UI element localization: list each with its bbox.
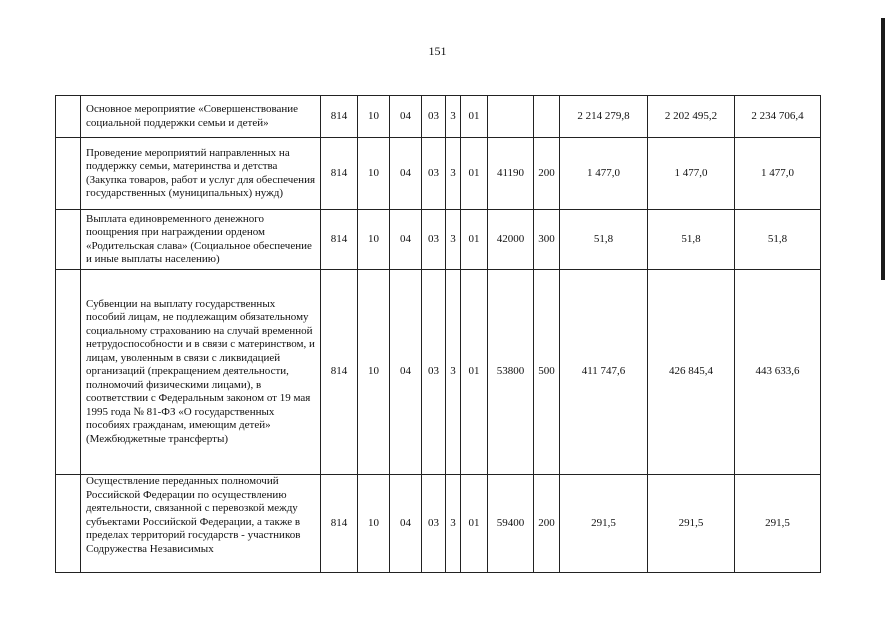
- ministry-code: 814: [321, 210, 358, 270]
- blank-cell: [56, 475, 81, 573]
- program-code: 03: [422, 475, 446, 573]
- subsection-code: 04: [390, 96, 422, 138]
- row-name: Основное мероприятие «Совершенствование социальной поддержки семьи и детей»: [81, 96, 321, 138]
- activity-code: 01: [461, 270, 488, 475]
- expense-type-code: 200: [534, 475, 560, 573]
- program-code: 03: [422, 138, 446, 210]
- amount-year1: 411 747,6: [560, 270, 648, 475]
- amount-year3: 1 477,0: [735, 138, 821, 210]
- activity-code: 01: [461, 210, 488, 270]
- blank-cell: [56, 138, 81, 210]
- subprogram-code: 3: [446, 475, 461, 573]
- direction-code: 53800: [488, 270, 534, 475]
- activity-code: 01: [461, 96, 488, 138]
- page-number: 151: [428, 44, 447, 58]
- amount-year3: 2 234 706,4: [735, 96, 821, 138]
- ministry-code: 814: [321, 138, 358, 210]
- amount-year3: 291,5: [735, 475, 821, 573]
- subsection-code: 04: [390, 270, 422, 475]
- subsection-code: 04: [390, 138, 422, 210]
- program-code: 03: [422, 270, 446, 475]
- subprogram-code: 3: [446, 270, 461, 475]
- expense-type-code: 300: [534, 210, 560, 270]
- table-row: [56, 475, 821, 573]
- amount-year3: 443 633,6: [735, 270, 821, 475]
- row-name: Выплата единовременного денежного поощрения при награждении орденом «Родительская слава» (Социальное обеспечение и иные выплаты населению): [81, 210, 321, 270]
- direction-code: [488, 96, 534, 138]
- ministry-code: 814: [321, 96, 358, 138]
- section-code: 10: [358, 138, 390, 210]
- amount-year3: 51,8: [735, 210, 821, 270]
- activity-code: 01: [461, 475, 488, 573]
- amount-year1: 2 214 279,8: [560, 96, 648, 138]
- subsection-code: 04: [390, 475, 422, 573]
- subprogram-code: 3: [446, 210, 461, 270]
- subprogram-code: 3: [446, 138, 461, 210]
- amount-year1: 1 477,0: [560, 138, 648, 210]
- ministry-code: 814: [321, 270, 358, 475]
- direction-code: 59400: [488, 475, 534, 573]
- budget-table: [55, 95, 821, 573]
- amount-year2: 426 845,4: [648, 270, 735, 475]
- direction-code: 42000: [488, 210, 534, 270]
- amount-year1: 291,5: [560, 475, 648, 573]
- blank-cell: [56, 210, 81, 270]
- table-row: [56, 210, 821, 270]
- section-code: 10: [358, 96, 390, 138]
- amount-year1: 51,8: [560, 210, 648, 270]
- row-name: Проведение мероприятий направленных на поддержку семьи, материнства и детства (Закупка товаров, работ и услуг для обеспечения государственных (муниципальных) нужд): [81, 138, 321, 210]
- section-code: 10: [358, 210, 390, 270]
- subprogram-code: 3: [446, 96, 461, 138]
- ministry-code: 814: [321, 475, 358, 573]
- blank-cell: [56, 270, 81, 475]
- row-name: Осуществление переданных полномочий Российской Федерации по осуществлению деятельности, связанной с перевозкой между субъектами Российской Федерации, а также в пределах территорий государств - участников Содружества Независимых: [81, 475, 321, 573]
- row-name: Субвенции на выплату государственных пособий лицам, не подлежащим обязательному социальному страхованию на случай временной нетрудоспособности и в связи с материнством, и лицам, уволенным в связи с ликвидацией организаций (прекращением деятельности, полномочий физическими лицами), в соответствии с Федеральным законом от 19 мая 1995 года № 81-ФЗ «О государственных пособиях гражданам, имеющим детей» (Межбюджетные трансферты): [81, 270, 321, 475]
- expense-type-code: 500: [534, 270, 560, 475]
- amount-year2: 2 202 495,2: [648, 96, 735, 138]
- amount-year2: 51,8: [648, 210, 735, 270]
- activity-code: 01: [461, 138, 488, 210]
- expense-type-code: 200: [534, 138, 560, 210]
- section-code: 10: [358, 475, 390, 573]
- amount-year2: 291,5: [648, 475, 735, 573]
- program-code: 03: [422, 96, 446, 138]
- blank-cell: [56, 96, 81, 138]
- amount-year2: 1 477,0: [648, 138, 735, 210]
- program-code: 03: [422, 210, 446, 270]
- table-row: [56, 96, 821, 138]
- section-code: 10: [358, 270, 390, 475]
- table-row: [56, 270, 821, 475]
- scan-edge-bar: [881, 18, 885, 280]
- direction-code: 41190: [488, 138, 534, 210]
- expense-type-code: [534, 96, 560, 138]
- subsection-code: 04: [390, 210, 422, 270]
- table-row: [56, 138, 821, 210]
